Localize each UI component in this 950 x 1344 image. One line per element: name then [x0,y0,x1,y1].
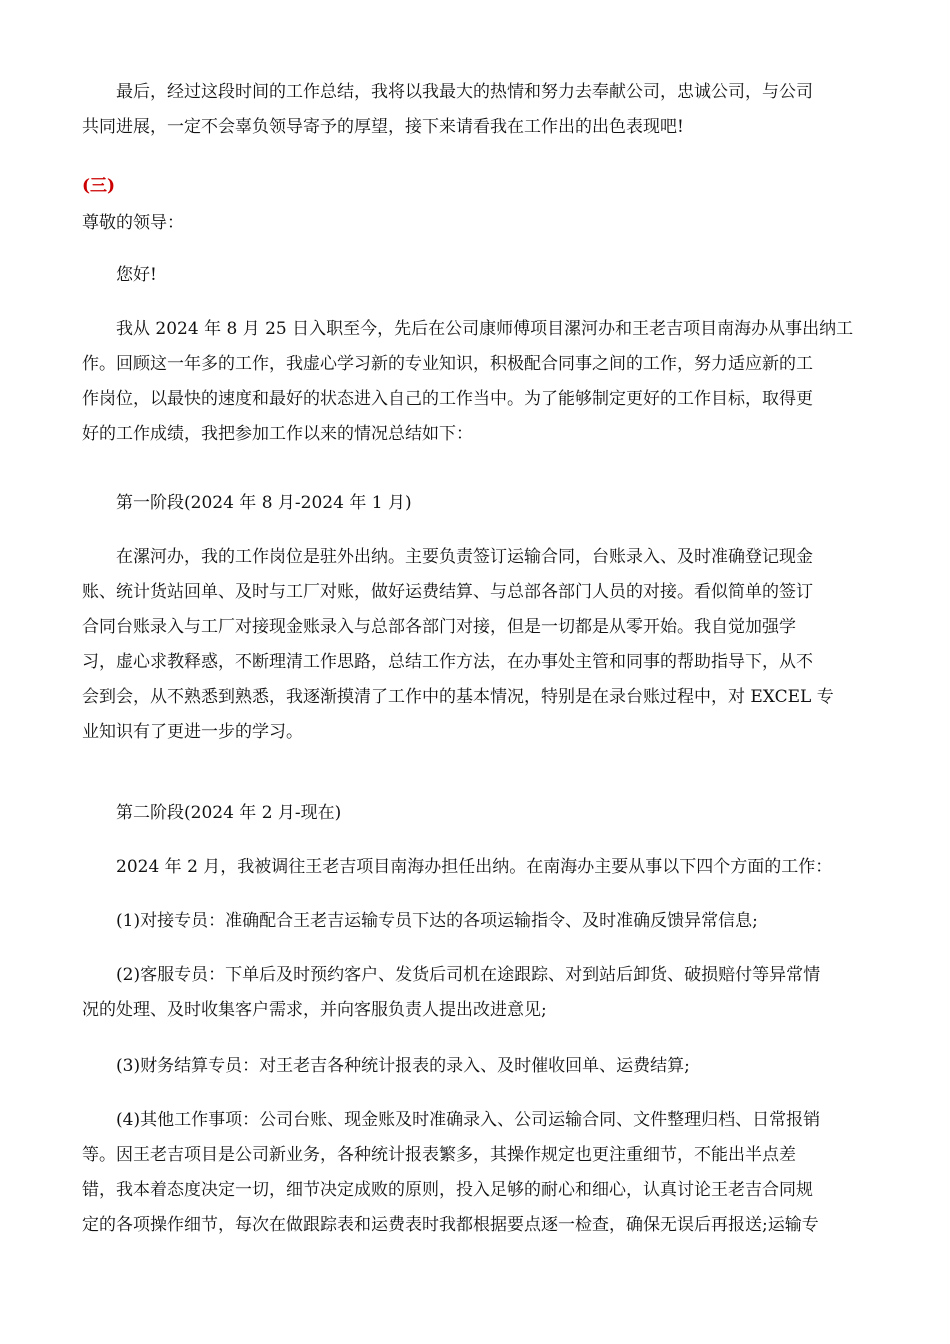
intro-paragraph [82,312,868,452]
text-line: 作岗位，以最快的速度和最好的状态进入自己的工作当中。为了能够制定更好的工作目标，取得更 [82,389,813,409]
text-line: (2)客服专员：下单后及时预约客户、发货后司机在途跟踪、对到站后卸货、破损赔付等异常情 [116,965,821,985]
stage-two-heading: 第二阶段(2024 年 2 月-现在) [116,803,342,823]
text-line: 业知识有了更进一步的学习。 [82,722,303,742]
text-line: 账、统计货站回单、及时与工厂对账，做好运费结算、与总部各部门人员的对接。看似简单的签订 [82,582,813,602]
duty-item-3: (3)财务结算专员：对王老吉各种统计报表的录入、及时催收回单、运费结算; [116,1056,690,1076]
greeting: 您好! [116,265,157,285]
text-line: 作。回顾这一年多的工作，我虚心学习新的专业知识，积极配合同事之间的工作，努力适应新的工 [82,354,813,374]
text-line: (4)其他工作事项：公司台账、现金账及时准确录入、公司运输合同、文件整理归档、日常报销 [116,1110,821,1130]
text-line: 好的工作成绩，我把参加工作以来的情况总结如下： [82,424,473,444]
closing-paragraph [82,75,868,145]
salutation: 尊敬的领导： [82,213,184,233]
duty-item-1: (1)对接专员：准确配合王老吉运输专员下达的各项运输指令、及时准确反馈异常信息; [116,911,758,931]
text-line: 错，我本着态度决定一切，细节决定成败的原则，投入足够的耐心和细心，认真讨论王老吉合同规 [82,1180,813,1200]
text-line: 等。因王老吉项目是公司新业务，各种统计报表繁多，其操作规定也更注重细节，不能出半点差 [82,1145,796,1165]
text-line: 我从 2024 年 8 月 25 日入职至今，先后在公司康师傅项目漯河办和王老吉项目南海办从事出纳工 [116,319,854,339]
stage-one-paragraph [82,540,868,750]
text-line: 定的各项操作细节，每次在做跟踪表和运费表时我都根据要点逐一检查，确保无误后再报送;运输专 [82,1215,819,1235]
text-line: 在漯河办，我的工作岗位是驻外出纳。主要负责签订运输合同，台账录入、及时准确登记现金 [116,547,813,567]
text-line: 合同台账录入与工厂对接现金账录入与总部各部门对接，但是一切都是从零开始。我自觉加强学 [82,617,796,637]
stage-one-heading: 第一阶段(2024 年 8 月-2024 年 1 月) [116,493,412,513]
text-line: 最后，经过这段时间的工作总结，我将以我最大的热情和努力去奉献公司，忠诚公司，与公司 [116,82,813,102]
text-line: 会到会，从不熟悉到熟悉，我逐渐摸清了工作中的基本情况，特别是在录台账过程中，对 EXCEL 专 [82,687,834,707]
section-heading: (三) [82,176,116,196]
text-line: 况的处理、及时收集客户需求，并向客服负责人提出改进意见; [82,1000,547,1020]
duty-item-2 [82,958,868,1028]
text-line: 习，虚心求教释惑，不断理清工作思路，总结工作方法，在办事处主管和同事的帮助指导下，从不 [82,652,813,672]
text-line: 共同进展，一定不会辜负领导寄予的厚望，接下来请看我在工作出的出色表现吧! [82,117,684,137]
duty-item-4 [82,1103,868,1243]
stage-two-paragraph: 2024 年 2 月，我被调往王老吉项目南海办担任出纳。在南海办主要从事以下四个方面的工作： [116,857,833,877]
